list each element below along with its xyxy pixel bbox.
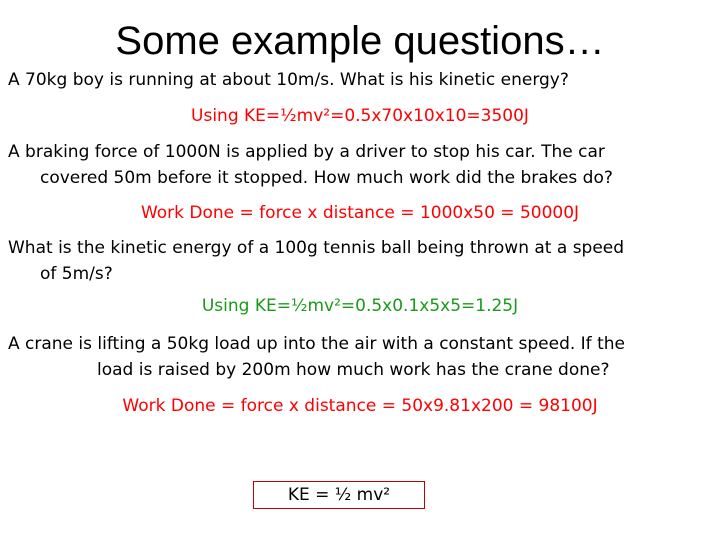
question-3 [8, 235, 714, 287]
answer-2: Work Done = force x distance = 1000x50 = 50000J [140, 203, 580, 223]
question-1-line-1: A 70kg boy is running at about 10m/s. What is his kinetic energy? [8, 70, 569, 90]
question-3-line-2: of 5m/s? [40, 264, 113, 284]
formula-box: KE = ½ mv² [253, 481, 425, 509]
question-4 [8, 331, 714, 383]
question-2-line-1: A braking force of 1000N is applied by a driver to stop his car. The car [8, 142, 605, 162]
question-1 [8, 67, 714, 93]
answer-4: Work Done = force x distance = 50x9.81x200 = 98100J [122, 396, 598, 416]
question-2 [8, 139, 714, 191]
question-4-line-2: load is raised by 200m how much work has the crane done? [97, 360, 610, 380]
question-4-line-1: A crane is lifting a 50kg load up into the air with a constant speed. If the [8, 334, 625, 354]
page-title: Some example questions… [115, 19, 605, 63]
answer-1: Using KE=½mv²=0.5x70x10x10=3500J [191, 106, 529, 126]
question-3-line-1: What is the kinetic energy of a 100g tennis ball being thrown at a speed [8, 238, 625, 258]
question-2-line-2: covered 50m before it stopped. How much work did the brakes do? [40, 168, 613, 188]
answer-3: Using KE=½mv²=0.5x0.1x5x5=1.25J [201, 296, 519, 316]
